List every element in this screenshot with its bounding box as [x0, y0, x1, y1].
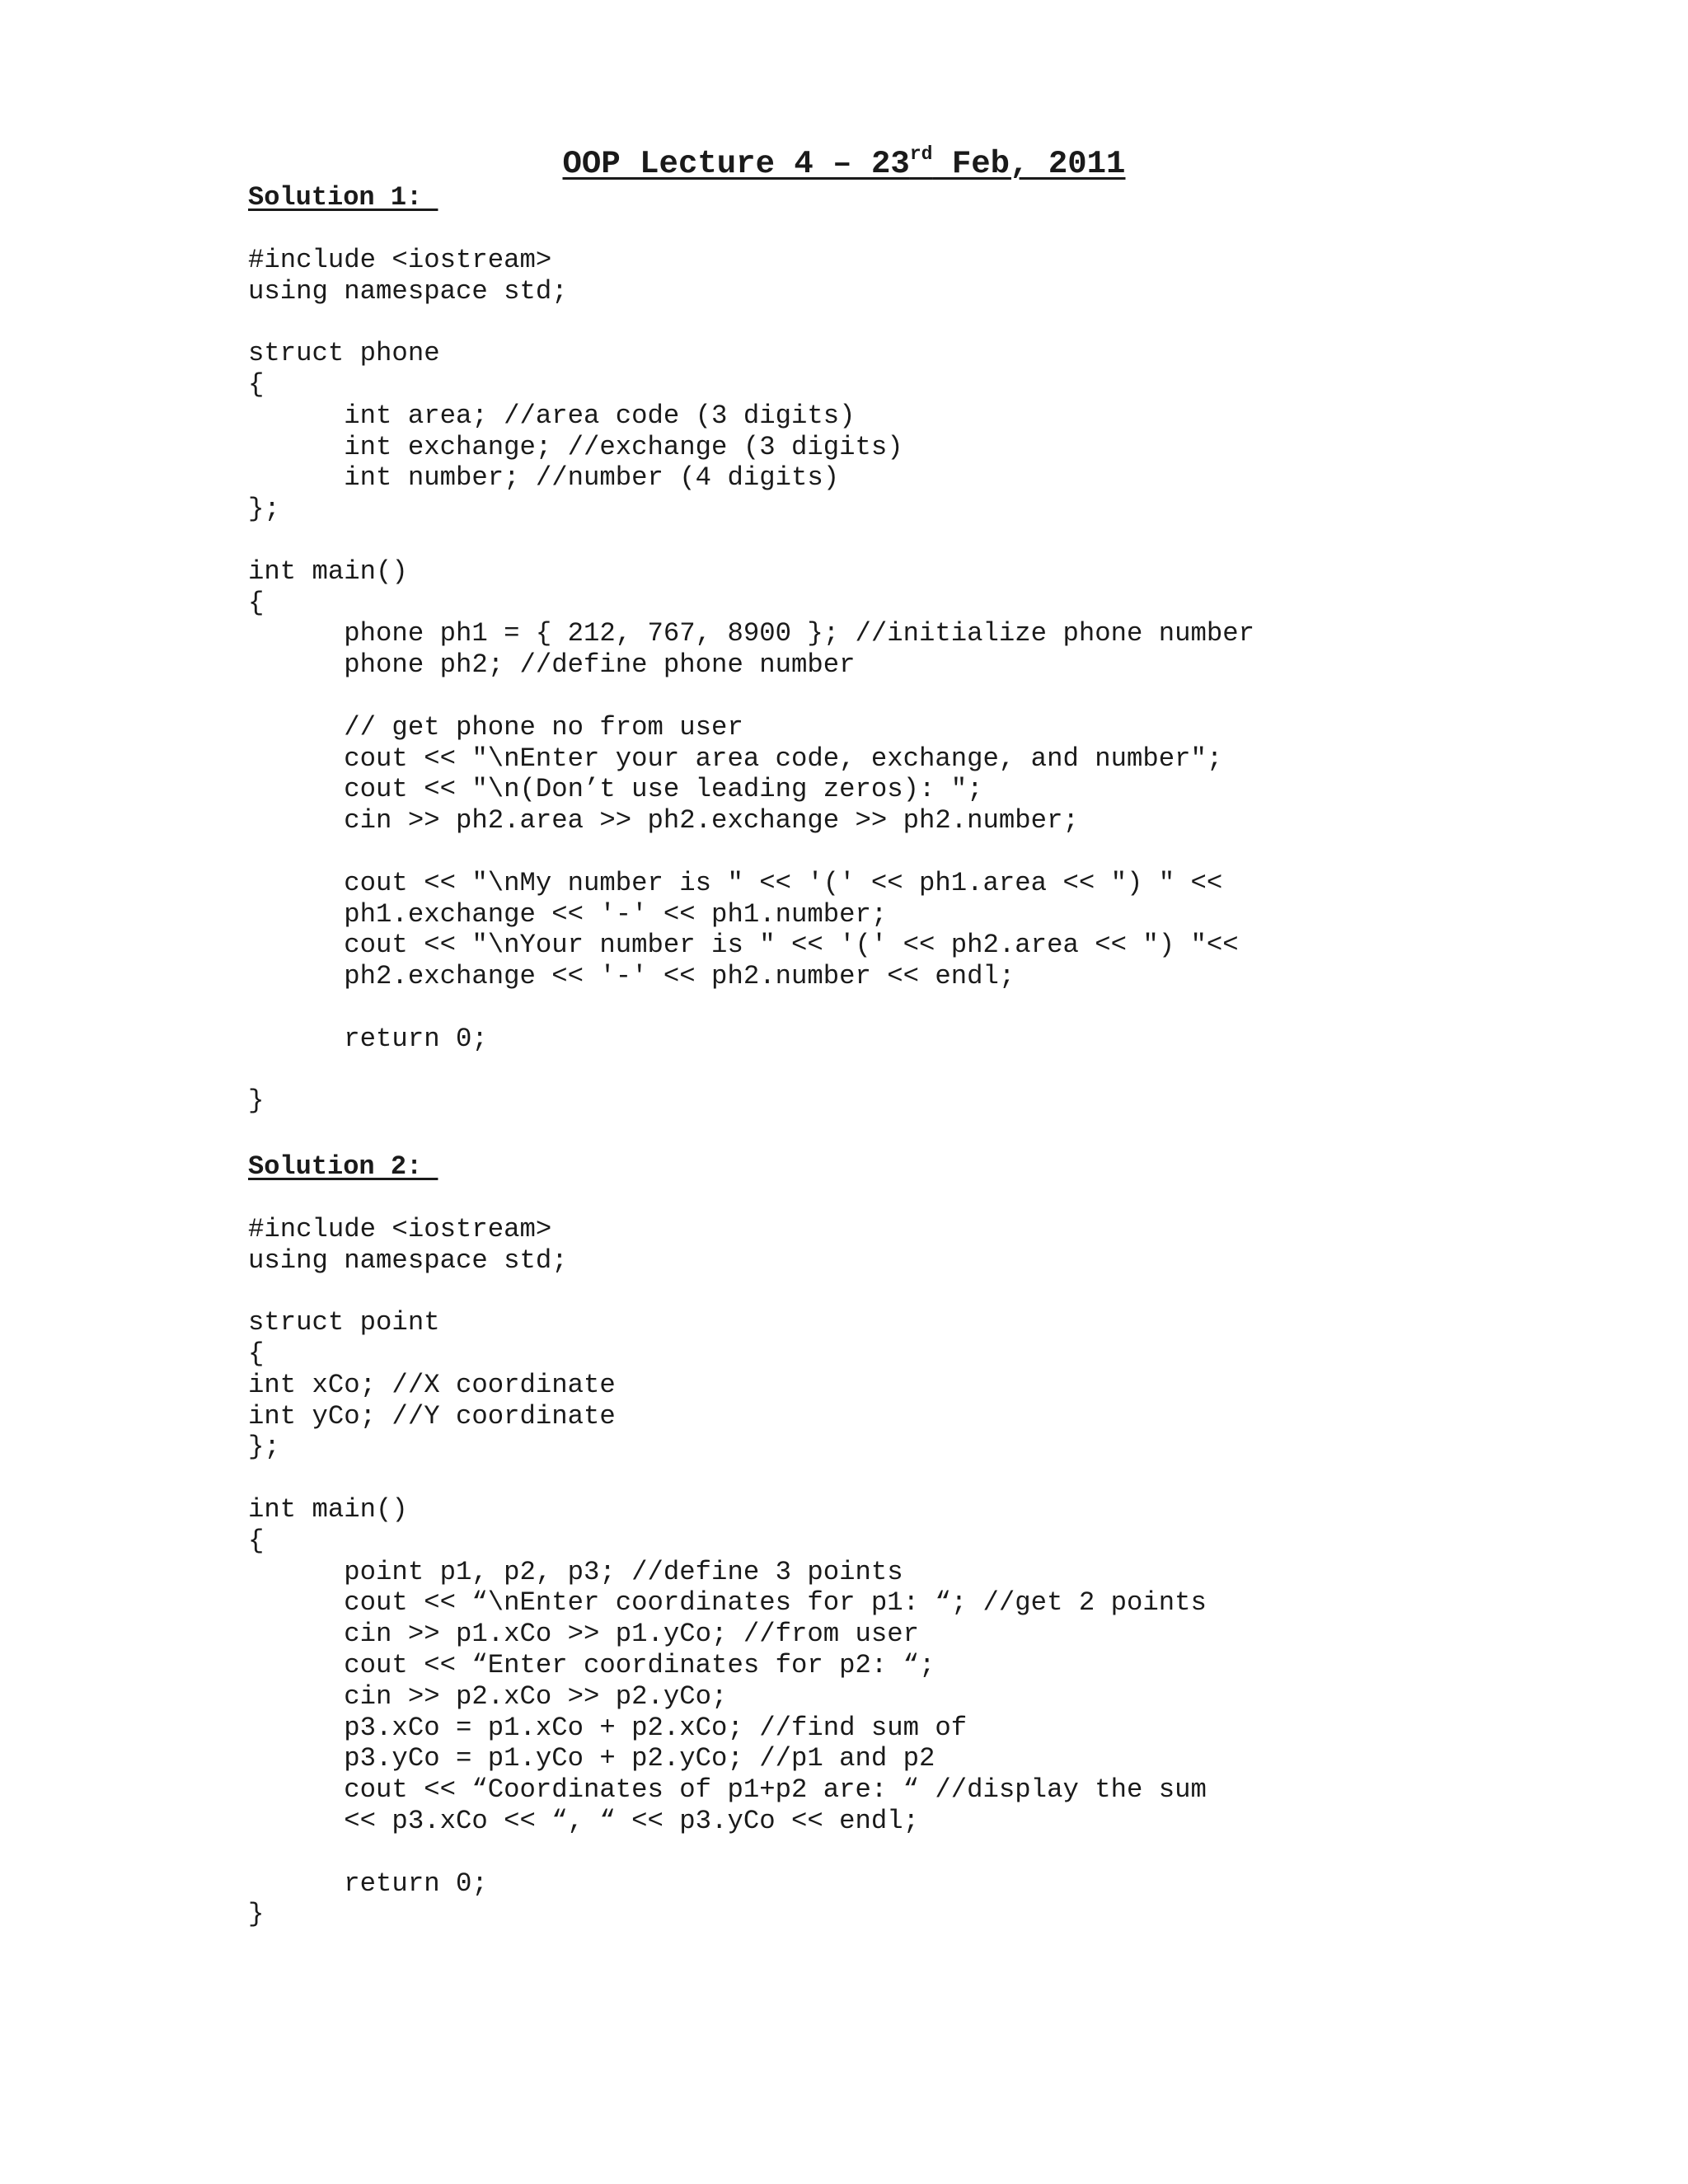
solution-1-heading: Solution 1: [248, 182, 438, 213]
title-superscript: rd [909, 143, 933, 165]
solution-2-heading: Solution 2: [248, 1151, 438, 1182]
solution-2-code: #include <iostream> using namespace std; struct point { int xCo; //X coordinate int yCo; //Y coordinate }; int main() { point p1, p2, p3; //define 3 points cout << “\nEnter coordinates for p1: “; //get 2 points cin >> p1.xCo >> p1.yCo; //from user cout << “Enter coordinates for p2: “; cin >> p2.xCo >> p2.yCo; p3.xCo = p1.xCo + p2.xCo; //find sum of p3.yCo = p1.yCo + p2.yCo; //p1 and p2 cout << “Coordinates of p1+p2 are: “ //display the sum << p3.xCo << “, “ << p3.yCo << endl; return 0; } [248, 1213, 1207, 1930]
title-tail: Feb, 2011 [932, 146, 1126, 182]
title-main: OOP Lecture 4 – 23 [562, 146, 910, 182]
page-title [0, 143, 1688, 185]
solution-1-code: #include <iostream> using namespace std; struct phone { int area; //area code (3 digits) int exchange; //exchange (3 digits) int number; //number (4 digits) }; int main() { phone ph1 = { 212, 767, 8900 }; //initialize phone number phone ph2; //define phone number // get phone no from user cout << "\nEnter your area code, exchange, and number"; cout << "\n(Don’t use leading zeros): "; cin >> ph2.area >> ph2.exchange >> ph2.number; cout << "\nMy number is " << '(' << ph1.area << ") " << ph1.exchange << '-' << ph1.number; cout << "\nYour number is " << '(' << ph2.area << ") "<< ph2.exchange << '-' << ph2.number << endl; return 0; } [248, 244, 1255, 1117]
title-underline [562, 143, 1126, 182]
solution-2-section [248, 1151, 1207, 1930]
solution-1-section [248, 182, 1254, 1117]
